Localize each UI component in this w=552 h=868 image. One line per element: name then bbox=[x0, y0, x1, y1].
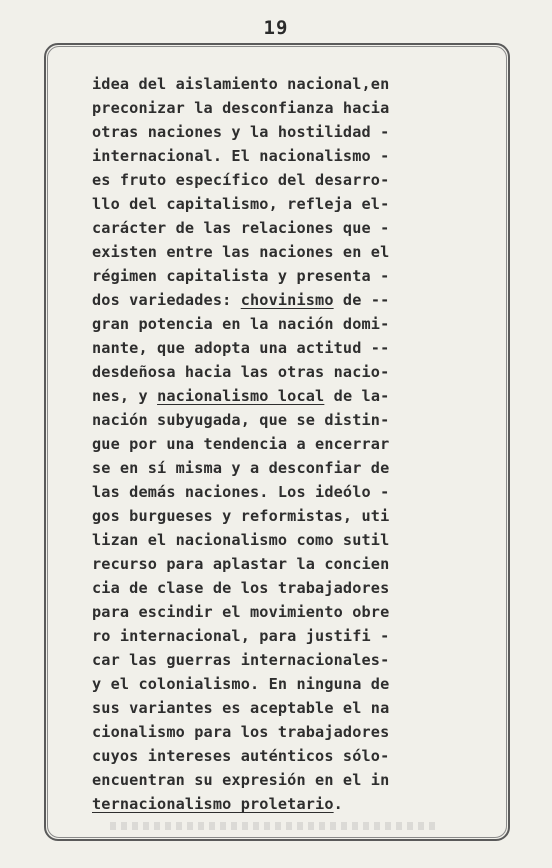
text-segment: de -- bbox=[333, 291, 390, 309]
text-segment: cia de clase de los trabajadores bbox=[92, 579, 390, 597]
text-line bbox=[92, 72, 504, 96]
page-number: 19 bbox=[263, 17, 289, 39]
text-segment: y el colonialismo. En ninguna de bbox=[92, 675, 390, 693]
text-segment: . bbox=[333, 795, 343, 813]
text-line bbox=[92, 768, 504, 792]
text-line bbox=[92, 144, 504, 168]
text-segment: desdeñosa hacia las otras nacio- bbox=[92, 363, 390, 381]
text-line bbox=[92, 504, 504, 528]
text-line bbox=[92, 336, 504, 360]
text-segment: ro internacional, para justifi - bbox=[92, 627, 390, 645]
bleed-through-marks bbox=[110, 822, 440, 830]
text-line bbox=[92, 96, 504, 120]
text-segment: para escindir el movimiento obre bbox=[92, 603, 390, 621]
text-segment: dos variedades: bbox=[92, 291, 241, 309]
text-line bbox=[92, 648, 504, 672]
text-line bbox=[92, 120, 504, 144]
text-line bbox=[92, 168, 504, 192]
text-segment: gran potencia en la nación domi- bbox=[92, 315, 390, 333]
text-line bbox=[92, 792, 504, 816]
text-segment: recurso para aplastar la concien bbox=[92, 555, 390, 573]
text-segment: sus variantes es aceptable el na bbox=[92, 699, 390, 717]
text-segment: nes, y bbox=[92, 387, 158, 405]
text-segment: régimen capitalista y presenta - bbox=[92, 267, 390, 285]
text-segment: preconizar la desconfianza hacia bbox=[92, 99, 390, 117]
text-segment: se en sí misma y a desconfiar de bbox=[92, 459, 390, 477]
text-segment: cionalismo para los trabajadores bbox=[92, 723, 390, 741]
text-line bbox=[92, 624, 504, 648]
text-line bbox=[92, 696, 504, 720]
text-segment: llo del capitalismo, refleja el- bbox=[92, 195, 390, 213]
text-line bbox=[92, 288, 504, 312]
text-line bbox=[92, 264, 504, 288]
text-segment: idea del aislamiento nacional,en bbox=[92, 75, 390, 93]
text-segment: gos burgueses y reformistas, uti bbox=[92, 507, 390, 525]
text-segment: encuentran su expresión en el in bbox=[92, 771, 390, 789]
text-segment: carácter de las relaciones que - bbox=[92, 219, 390, 237]
text-segment: nante, que adopta una actitud -- bbox=[92, 339, 390, 357]
text-line bbox=[92, 408, 504, 432]
text-line bbox=[92, 600, 504, 624]
text-segment: gue por una tendencia a encerrar bbox=[92, 435, 390, 453]
text-segment: existen entre las naciones en el bbox=[92, 243, 390, 261]
text-line bbox=[92, 456, 504, 480]
text-line bbox=[92, 360, 504, 384]
text-line bbox=[92, 552, 504, 576]
text-line bbox=[92, 312, 504, 336]
text-line bbox=[92, 480, 504, 504]
text-line bbox=[92, 240, 504, 264]
text-segment: cuyos intereses auténticos sólo- bbox=[92, 747, 390, 765]
text-line bbox=[92, 192, 504, 216]
underlined-term: chovinismo bbox=[240, 291, 334, 309]
text-line bbox=[92, 528, 504, 552]
text-line bbox=[92, 384, 504, 408]
text-line bbox=[92, 432, 504, 456]
underlined-term: nacionalismo local bbox=[157, 387, 325, 405]
text-segment: de la- bbox=[324, 387, 390, 405]
underlined-term: ternacionalismo proletario bbox=[92, 795, 334, 813]
text-line bbox=[92, 672, 504, 696]
text-line bbox=[92, 744, 504, 768]
text-line bbox=[92, 576, 504, 600]
text-segment: car las guerras internacionales- bbox=[92, 651, 390, 669]
text-segment: otras naciones y la hostilidad - bbox=[92, 123, 390, 141]
text-line bbox=[92, 216, 504, 240]
text-segment: internacional. El nacionalismo - bbox=[92, 147, 390, 165]
text-segment: es fruto específico del desarro- bbox=[92, 171, 390, 189]
text-line bbox=[92, 720, 504, 744]
text-segment: nación subyugada, que se distin- bbox=[92, 411, 390, 429]
typewritten-paragraph bbox=[92, 72, 504, 816]
text-segment: lizan el nacionalismo como sutil bbox=[92, 531, 390, 549]
text-segment: las demás naciones. Los ideólo - bbox=[92, 483, 390, 501]
